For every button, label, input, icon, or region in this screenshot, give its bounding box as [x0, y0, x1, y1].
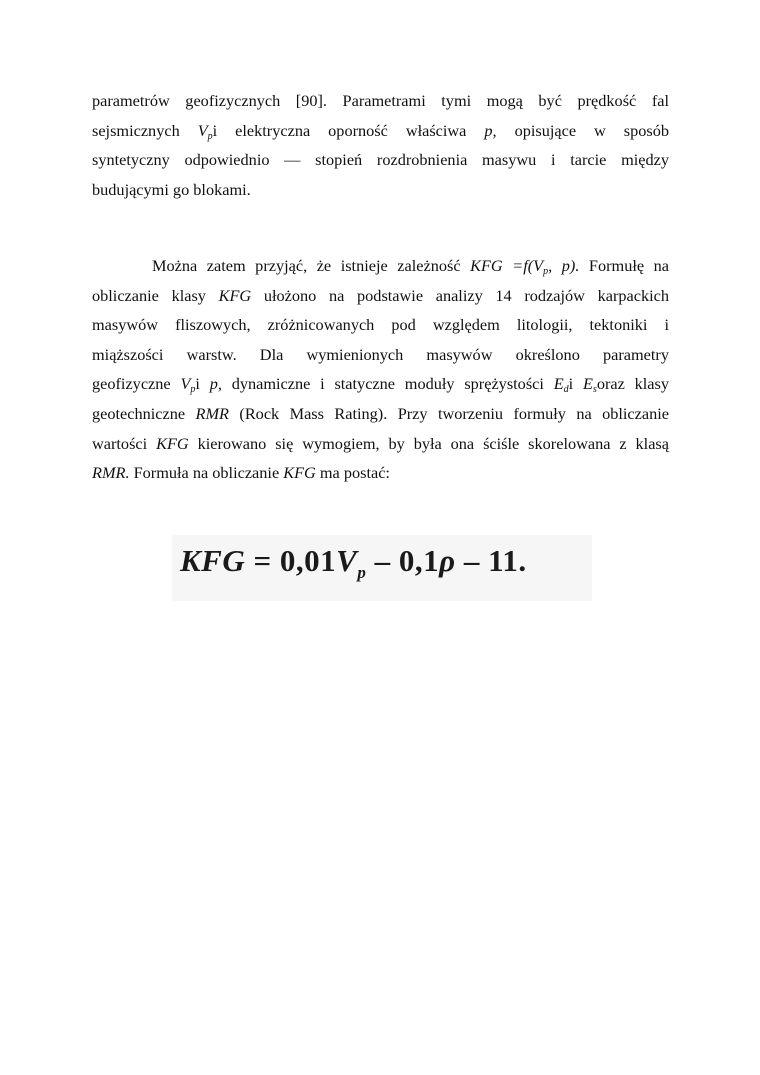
- formula-image: [172, 535, 592, 601]
- kfg-formula: KFG = $0,01V_p - 0,1\rho - 11$.: [180, 543, 527, 582]
- paragraph-1-line-3: syntetyczny odpowiednio — stopień rozdrobnienia masywu i tarcie między: [92, 150, 669, 170]
- paragraph-2-line-2: obliczanie klasy KFG ułożono na podstawie analizy 14 rodzajów karpackich: [92, 285, 670, 305]
- paragraph-1-line-2: sejsmicznych $V_pi$ elektryczna oporność właściwa p, opisujące w sposób: [92, 120, 670, 142]
- paragraph-2-line-1: Można zatem przyjąć, że istnieje zależność KFG $=f(V_p$, p). Formułę na: [152, 256, 669, 277]
- paragraph-2: [92, 251, 669, 488]
- paragraph-2-line-8: RMR. Formuła na obliczanie KFG ma postać:: [92, 463, 390, 483]
- paragraph-1-line-1: parametrów geofizycznych [90]. Parametrami tymi mogą być prędkość fal: [92, 91, 669, 110]
- paragraph-2-line-3: masywów fliszowych, zróżnicowanych pod względem litologii, tektoniki i: [92, 315, 669, 335]
- paragraph-1-line-4: budującymi go blokami.: [92, 179, 251, 199]
- paragraph-2-line-5: geofizyczne $V_pi$ p, dynamiczne i statyczne moduły sprężystości $E_di$ $E_soraz$ klasy: [92, 374, 669, 396]
- paragraph-1: [92, 86, 669, 204]
- paragraph-2-line-4: miąższości warstw. Dla wymienionych masywów określono parametry: [92, 344, 669, 364]
- paragraph-2-line-7: wartości KFG kierowano się wymogiem, by była ona ściśle skorelowana z klasą: [92, 433, 669, 453]
- paragraph-2-line-6: geotechniczne RMR (Rock Mass Rating). Przy tworzeniu formuły na obliczanie: [92, 403, 670, 423]
